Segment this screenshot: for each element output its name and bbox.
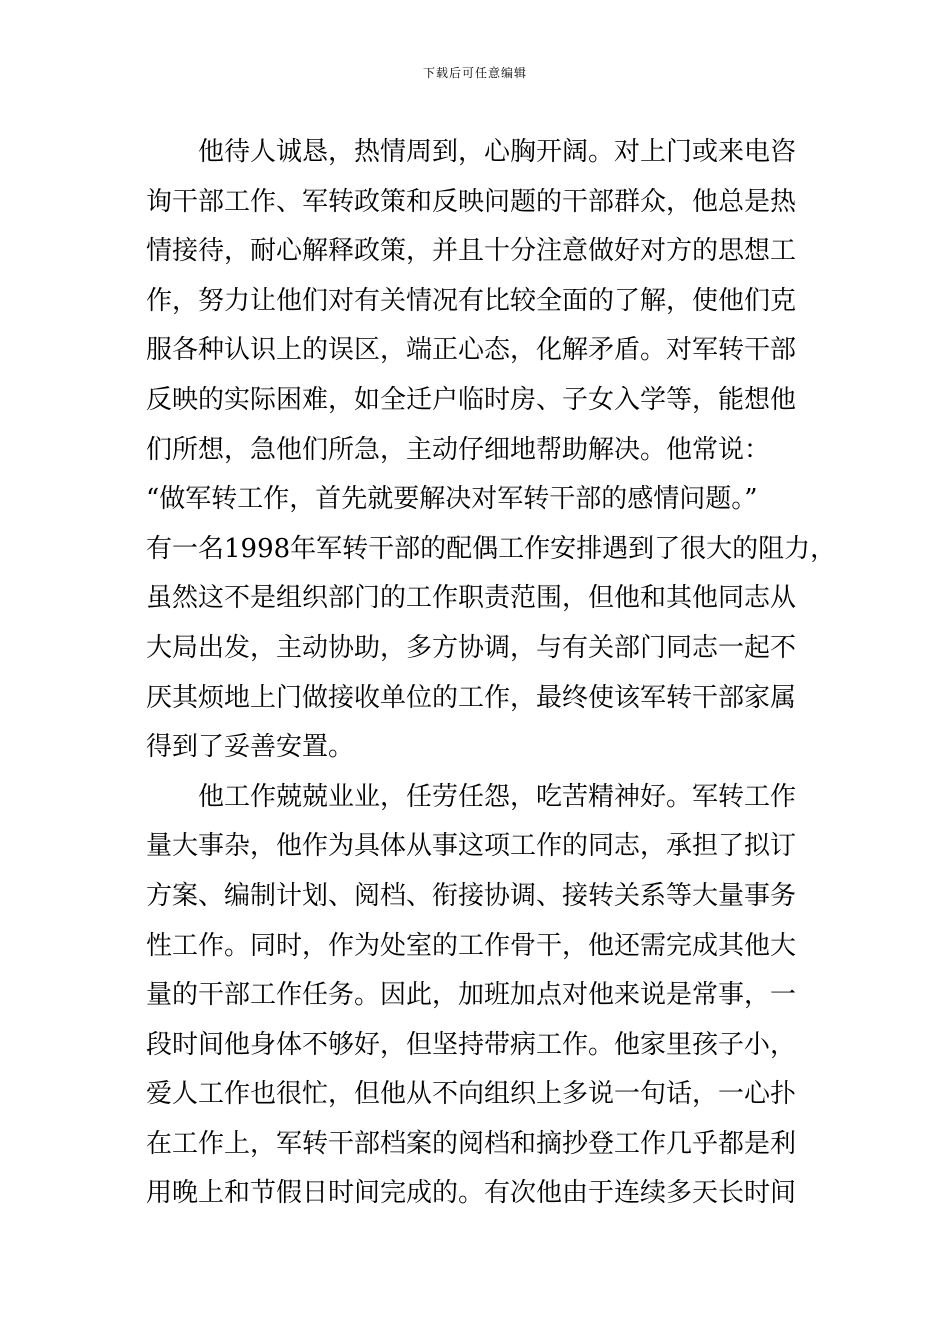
page-header: 下载后可任意编辑: [422, 66, 527, 80]
text-line: 在工作上，军转干部档案的阅档和摘抄登工作几乎都是利: [146, 1128, 797, 1159]
document-body: [146, 128, 837, 1219]
text-line: 询干部工作、军转政策和反映问题的干部群众，他总是热: [146, 186, 797, 217]
text-line: 爱人工作也很忙，但他从不向组织上多说一句话，一心扑: [146, 1079, 797, 1110]
text-line: 服各种认识上的误区，端正心态，化解矛盾。对军转干部: [146, 335, 797, 366]
text-line: “做军转工作，首先就要解决对军转干部的感情问题。”: [146, 484, 758, 515]
text-line: 有一名1998年军转干部的配偶工作安排遇到了很大的阻力，: [146, 533, 837, 564]
text-line: 大局出发，主动协助，多方协调，与有关部门同志一起不: [146, 632, 797, 663]
text-line: 他待人诚恳，热情周到，心胸开阔。对上门或来电咨: [198, 137, 797, 167]
paragraph-1: [146, 128, 837, 773]
text-line: 他工作兢兢业业，任劳任怨，吃苦精神好。军转工作: [198, 781, 797, 812]
text-line: 们所想，急他们所急，主动仔细地帮助解决。他常说：: [146, 434, 771, 465]
text-line: 用晚上和节假日时间完成的。有次他由于连续多天长时间: [146, 1178, 797, 1209]
text-line: 作，努力让他们对有关情况有比较全面的了解，使他们克: [146, 285, 797, 316]
text-line: 厌其烦地上门做接收单位的工作，最终使该军转干部家属: [146, 682, 797, 713]
text-line: 性工作。同时，作为处室的工作骨干，他还需完成其他大: [146, 930, 797, 961]
text-line: 得到了妥善安置。: [146, 732, 355, 763]
text-line: 量的干部工作任务。因此，加班加点对他来说是常事，一: [146, 980, 797, 1011]
text-line: 情接待，耐心解释政策，并且十分注意做好对方的思想工: [146, 236, 797, 267]
text-line: 反映的实际困难，如全迁户临时房、子女入学等，能想他: [146, 384, 797, 415]
text-line: 虽然这不是组织部门的工作职责范围，但他和其他同志从: [146, 583, 797, 614]
text-line: 方案、编制计划、阅档、衔接协调、接转关系等大量事务: [146, 880, 797, 911]
text-line: 段时间他身体不够好，但坚持带病工作。他家里孩子小，: [146, 1029, 797, 1060]
text-line: 量大事杂，他作为具体从事这项工作的同志，承担了拟订: [146, 831, 797, 862]
paragraph-2: [146, 773, 810, 1219]
